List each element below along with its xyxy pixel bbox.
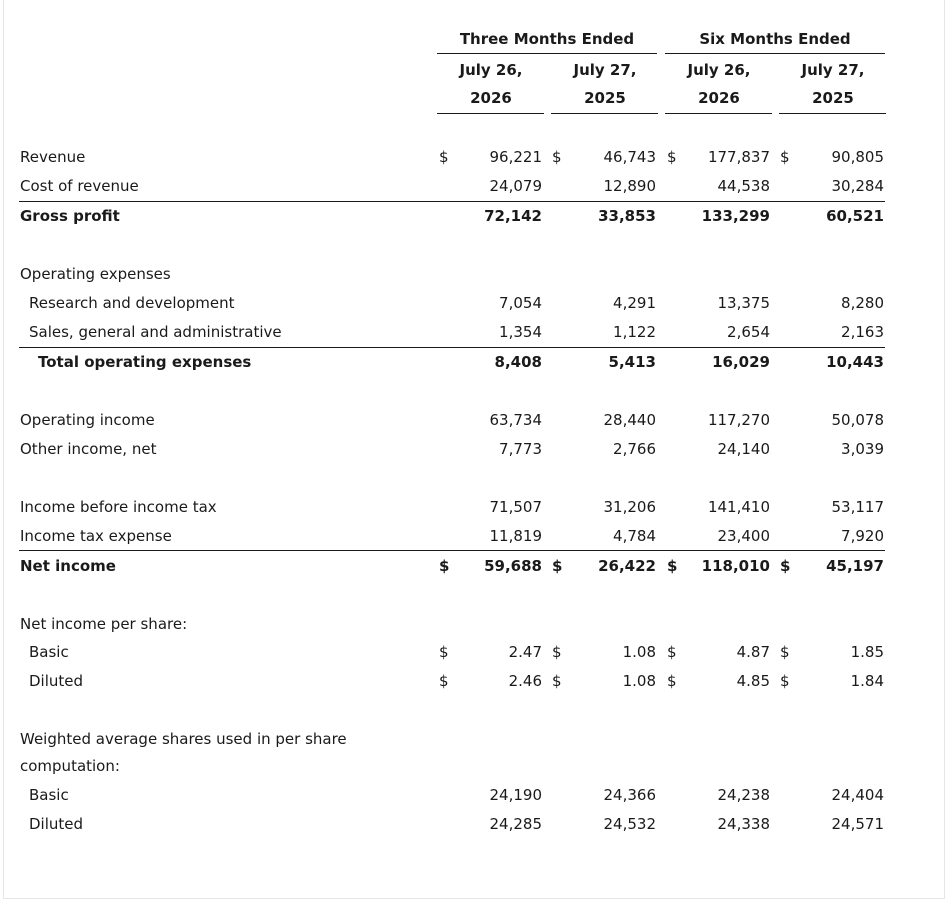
rule (437, 113, 544, 114)
cell-value: 5,413 (608, 353, 656, 371)
cell-value: 60,521 (826, 207, 884, 225)
cell-value: 24,338 (717, 815, 770, 833)
cell-value: 3,039 (841, 440, 884, 458)
row-label: Revenue (20, 148, 86, 166)
cell-value: 24,571 (831, 815, 884, 833)
cell-value: 7,054 (499, 294, 542, 312)
cell-value: 2.46 (508, 672, 542, 690)
dollar-sign: $ (552, 148, 562, 166)
cell-value: 33,853 (598, 207, 656, 225)
cell-value: 1.84 (850, 672, 884, 690)
row-label: Other income, net (20, 440, 157, 458)
cell-value: 12,890 (603, 177, 656, 195)
cell-value: 24,366 (603, 786, 656, 804)
cell-value: 50,078 (831, 411, 884, 429)
dollar-sign: $ (667, 557, 678, 575)
cell-value: 2,654 (727, 323, 770, 341)
rule (665, 53, 885, 54)
cell-value: 8,280 (841, 294, 884, 312)
row-label: Diluted (29, 815, 84, 833)
row-label-continued: computation: (20, 757, 120, 775)
cell-value: 28,440 (603, 411, 656, 429)
cell-value: 1.85 (850, 643, 884, 661)
cell-value: 13,375 (717, 294, 770, 312)
cell-value: 141,410 (707, 498, 770, 516)
cell-value: 1.08 (622, 672, 656, 690)
cell-value: 16,029 (712, 353, 770, 371)
cell-value: 1.08 (622, 643, 656, 661)
row-label: Diluted (29, 672, 84, 690)
col-header-4-line1: July 27, (801, 61, 865, 79)
row-label: Operating income (20, 411, 155, 429)
rule (551, 113, 658, 114)
dollar-sign: $ (439, 672, 449, 690)
dollar-sign: $ (780, 672, 790, 690)
col-header-1-line1: July 26, (459, 61, 523, 79)
cell-value: 10,443 (826, 353, 884, 371)
cell-value: 45,197 (826, 557, 884, 575)
rule (665, 113, 772, 114)
dollar-sign: $ (780, 148, 790, 166)
cell-value: 4.85 (736, 672, 770, 690)
cell-value: 72,142 (484, 207, 542, 225)
three-months-header: Three Months Ended (459, 30, 635, 48)
cell-value: 44,538 (717, 177, 770, 195)
dollar-sign: $ (439, 643, 449, 661)
row-label: Research and development (29, 294, 235, 312)
cell-value: 59,688 (484, 557, 542, 575)
col-header-2-line1: July 27, (573, 61, 637, 79)
dollar-sign: $ (439, 148, 449, 166)
cell-value: 1,354 (499, 323, 542, 341)
cell-value: 63,734 (489, 411, 542, 429)
cell-value: 7,773 (499, 440, 542, 458)
cell-value: 4,291 (613, 294, 656, 312)
cell-value: 2,766 (613, 440, 656, 458)
dollar-sign: $ (552, 557, 563, 575)
col-header-3-line1: July 26, (687, 61, 751, 79)
dollar-sign: $ (552, 643, 562, 661)
dollar-sign: $ (780, 557, 791, 575)
dollar-sign: $ (552, 672, 562, 690)
cell-value: 118,010 (701, 557, 770, 575)
row-label: Operating expenses (20, 265, 171, 283)
col-header-2-line2: 2025 (584, 89, 626, 107)
row-label: Net income per share: (20, 615, 188, 633)
rule (779, 113, 886, 114)
cell-value: 90,805 (831, 148, 884, 166)
cell-value: 24,285 (489, 815, 542, 833)
cell-value: 46,743 (603, 148, 656, 166)
cell-value: 24,079 (489, 177, 542, 195)
dollar-sign: $ (667, 672, 677, 690)
rule (437, 53, 657, 54)
row-label: Net income (20, 557, 116, 575)
row-label: Basic (29, 786, 69, 804)
cell-value: 2,163 (841, 323, 884, 341)
row-label: Gross profit (20, 207, 120, 225)
row-label: Total operating expenses (38, 353, 252, 371)
cell-value: 1,122 (613, 323, 656, 341)
cell-value: 4,784 (613, 527, 656, 545)
cell-value: 117,270 (707, 411, 770, 429)
cell-value: 2.47 (508, 643, 542, 661)
dollar-sign: $ (439, 557, 450, 575)
cell-value: 8,408 (494, 353, 542, 371)
col-header-1-line2: 2026 (470, 89, 512, 107)
cell-value: 23,400 (717, 527, 770, 545)
cell-value: 24,140 (717, 440, 770, 458)
col-header-4-line2: 2025 (812, 89, 854, 107)
cell-value: 177,837 (707, 148, 770, 166)
cell-value: 24,532 (603, 815, 656, 833)
dollar-sign: $ (667, 643, 677, 661)
row-label: Weighted average shares used in per share (20, 730, 347, 748)
row-label: Basic (29, 643, 69, 661)
rule (19, 550, 885, 551)
cell-value: 53,117 (831, 498, 884, 516)
cell-value: 133,299 (701, 207, 770, 225)
col-header-3-line2: 2026 (698, 89, 740, 107)
rule (19, 201, 885, 202)
rule (19, 347, 885, 348)
row-label: Income tax expense (20, 527, 172, 545)
dollar-sign: $ (780, 643, 790, 661)
cell-value: 24,190 (489, 786, 542, 804)
cell-value: 24,404 (831, 786, 884, 804)
dollar-sign: $ (667, 148, 677, 166)
cell-value: 30,284 (831, 177, 884, 195)
cell-value: 31,206 (603, 498, 656, 516)
six-months-header: Six Months Ended (699, 30, 851, 48)
row-label: Income before income tax (20, 498, 217, 516)
row-label: Sales, general and administrative (29, 323, 282, 341)
cell-value: 26,422 (598, 557, 656, 575)
cell-value: 96,221 (489, 148, 542, 166)
cell-value: 24,238 (717, 786, 770, 804)
row-label: Cost of revenue (20, 177, 139, 195)
cell-value: 7,920 (841, 527, 884, 545)
cell-value: 4.87 (736, 643, 770, 661)
cell-value: 71,507 (489, 498, 542, 516)
cell-value: 11,819 (489, 527, 542, 545)
